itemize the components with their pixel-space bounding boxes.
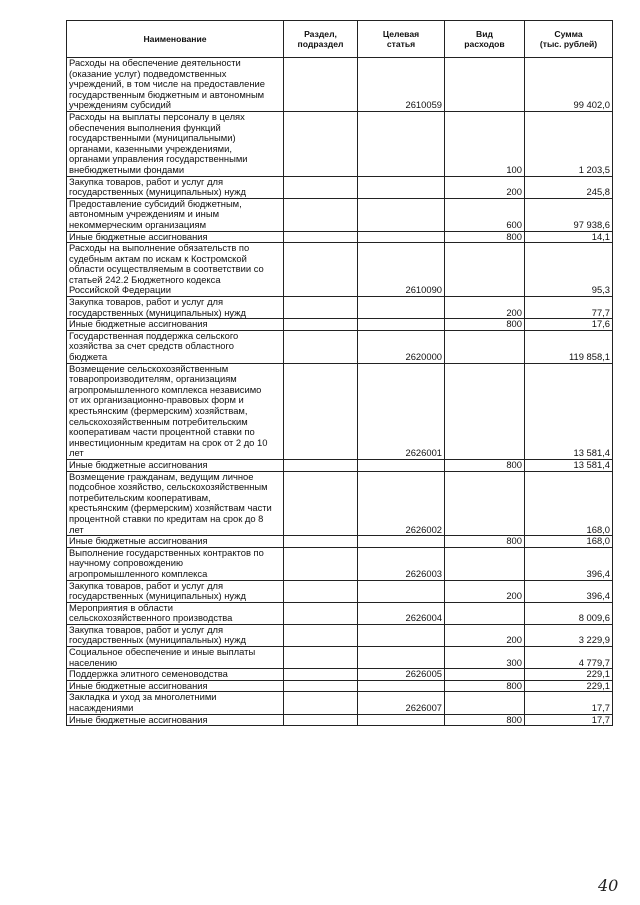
- table-row: [67, 580, 613, 602]
- row-section: [284, 330, 358, 363]
- row-target: [358, 680, 445, 692]
- row-sum: 168,0: [525, 471, 613, 536]
- row-section: [284, 459, 358, 471]
- row-name: Иные бюджетные ассигнования: [67, 714, 284, 726]
- row-name: Закладка и уход за многолетними насаждениями: [67, 692, 284, 714]
- row-sum: 245,8: [525, 176, 613, 198]
- row-name: Поддержка элитного семеноводства: [67, 669, 284, 681]
- row-target: 2626007: [358, 692, 445, 714]
- header-name: Наименование: [67, 21, 284, 58]
- table-row: [67, 319, 613, 331]
- header-row: [67, 21, 613, 58]
- row-target: 2626002: [358, 471, 445, 536]
- row-type: 200: [445, 176, 525, 198]
- row-type: 200: [445, 297, 525, 319]
- table-row: [67, 459, 613, 471]
- row-name: Возмещение сельскохозяйственным товаропроизводителям, организациям агропромышленного комплекса независимо от их организационно-правовых форм и крестьянским (фермерским) хозяйствам, сельскохозяйственным потребительским кооперативам части процентной ставки по инвестиционным кредитам на срок от 2 до 10 лет: [67, 363, 284, 459]
- table-row: [67, 111, 613, 176]
- row-name: Расходы на выполнение обязательств по судебным актам по искам к Костромской области осуществляемым в соответствии со статьей 242.2 Бюджетного кодекса Российской Федерации: [67, 243, 284, 297]
- row-target: [358, 319, 445, 331]
- row-name: Иные бюджетные ассигнования: [67, 319, 284, 331]
- table-row: [67, 58, 613, 112]
- row-type: 200: [445, 580, 525, 602]
- table-row: [67, 669, 613, 681]
- row-section: [284, 547, 358, 580]
- budget-table: [66, 20, 613, 726]
- row-type: [445, 363, 525, 459]
- row-target: [358, 111, 445, 176]
- row-sum: 119 858,1: [525, 330, 613, 363]
- row-sum: 1 203,5: [525, 111, 613, 176]
- table-row: [67, 647, 613, 669]
- page-number: 40: [598, 876, 619, 895]
- row-type: [445, 692, 525, 714]
- row-sum: 95,3: [525, 243, 613, 297]
- row-type: 800: [445, 536, 525, 548]
- row-name: Закупка товаров, работ и услуг для государственных (муниципальных) нужд: [67, 297, 284, 319]
- row-target: [358, 198, 445, 231]
- table-row: [67, 471, 613, 536]
- header-section: Раздел, подраздел: [284, 21, 358, 58]
- row-sum: 99 402,0: [525, 58, 613, 112]
- row-section: [284, 176, 358, 198]
- row-section: [284, 231, 358, 243]
- table-row: [67, 536, 613, 548]
- row-name: Социальное обеспечение и иные выплаты населению: [67, 647, 284, 669]
- row-sum: 229,1: [525, 680, 613, 692]
- row-name: Выполнение государственных контрактов по научному сопровождению агропромышленного комплекса: [67, 547, 284, 580]
- row-name: Иные бюджетные ассигнования: [67, 680, 284, 692]
- row-sum: 17,7: [525, 692, 613, 714]
- row-sum: 168,0: [525, 536, 613, 548]
- row-section: [284, 363, 358, 459]
- row-section: [284, 602, 358, 624]
- row-section: [284, 111, 358, 176]
- row-target: [358, 231, 445, 243]
- row-section: [284, 471, 358, 536]
- row-target: 2626004: [358, 602, 445, 624]
- table-row: [67, 680, 613, 692]
- row-section: [284, 624, 358, 646]
- row-type: [445, 547, 525, 580]
- row-name: Иные бюджетные ассигнования: [67, 459, 284, 471]
- row-type: [445, 330, 525, 363]
- row-target: [358, 624, 445, 646]
- row-name: Мероприятия в области сельскохозяйственного производства: [67, 602, 284, 624]
- row-type: 100: [445, 111, 525, 176]
- header-sum: Сумма (тыс. рублей): [525, 21, 613, 58]
- row-target: [358, 714, 445, 726]
- row-type: 800: [445, 714, 525, 726]
- row-sum: 3 229,9: [525, 624, 613, 646]
- row-target: [358, 297, 445, 319]
- row-name: Расходы на обеспечение деятельности (оказание услуг) подведомственных учреждений, в том числе на предоставление государственным бюджетным и автономным учреждениям субсидий: [67, 58, 284, 112]
- row-section: [284, 243, 358, 297]
- row-target: 2620000: [358, 330, 445, 363]
- row-sum: 396,4: [525, 547, 613, 580]
- row-section: [284, 58, 358, 112]
- row-sum: 17,6: [525, 319, 613, 331]
- table-row: [67, 176, 613, 198]
- row-type: [445, 471, 525, 536]
- table-row: [67, 547, 613, 580]
- row-type: [445, 669, 525, 681]
- row-target: [358, 459, 445, 471]
- row-section: [284, 297, 358, 319]
- row-section: [284, 319, 358, 331]
- row-type: 800: [445, 231, 525, 243]
- row-name: Возмещение гражданам, ведущим личное подсобное хозяйство, сельскохозяйственным потребительским кооперативам, крестьянским (фермерским) хозяйствам части процентной ставки по кредитам на срок до 8 лет: [67, 471, 284, 536]
- row-section: [284, 714, 358, 726]
- table-row: [67, 198, 613, 231]
- row-target: [358, 580, 445, 602]
- row-section: [284, 647, 358, 669]
- row-target: 2610090: [358, 243, 445, 297]
- row-name: Закупка товаров, работ и услуг для государственных (муниципальных) нужд: [67, 624, 284, 646]
- row-target: 2610059: [358, 58, 445, 112]
- table-row: [67, 330, 613, 363]
- row-type: 200: [445, 624, 525, 646]
- row-sum: 229,1: [525, 669, 613, 681]
- row-sum: 77,7: [525, 297, 613, 319]
- row-sum: 4 779,7: [525, 647, 613, 669]
- table-row: [67, 363, 613, 459]
- table-row: [67, 624, 613, 646]
- row-section: [284, 198, 358, 231]
- row-section: [284, 536, 358, 548]
- row-type: [445, 58, 525, 112]
- row-name: Государственная поддержка сельского хозяйства за счет средств областного бюджета: [67, 330, 284, 363]
- row-sum: 14,1: [525, 231, 613, 243]
- row-name: Расходы на выплаты персоналу в целях обеспечения выполнения функций государственными (муниципальными) органами, казенными учреждениями, органами управления государственными внебюджетными фондами: [67, 111, 284, 176]
- row-type: 800: [445, 680, 525, 692]
- row-name: Иные бюджетные ассигнования: [67, 536, 284, 548]
- row-section: [284, 669, 358, 681]
- header-type: Вид расходов: [445, 21, 525, 58]
- table-row: [67, 297, 613, 319]
- row-section: [284, 580, 358, 602]
- row-sum: 13 581,4: [525, 363, 613, 459]
- row-sum: 17,7: [525, 714, 613, 726]
- row-name: Закупка товаров, работ и услуг для государственных (муниципальных) нужд: [67, 580, 284, 602]
- row-type: 600: [445, 198, 525, 231]
- row-target: 2626001: [358, 363, 445, 459]
- table-row: [67, 602, 613, 624]
- row-type: [445, 243, 525, 297]
- table-row: [67, 714, 613, 726]
- table-row: [67, 243, 613, 297]
- row-sum: 8 009,6: [525, 602, 613, 624]
- row-name: Иные бюджетные ассигнования: [67, 231, 284, 243]
- row-target: [358, 176, 445, 198]
- table-row: [67, 692, 613, 714]
- row-name: Предоставление субсидий бюджетным, автономным учреждениям и иным некоммерческим организациям: [67, 198, 284, 231]
- row-section: [284, 680, 358, 692]
- row-sum: 396,4: [525, 580, 613, 602]
- row-sum: 97 938,6: [525, 198, 613, 231]
- row-type: 300: [445, 647, 525, 669]
- row-type: 800: [445, 459, 525, 471]
- row-type: 800: [445, 319, 525, 331]
- header-target: Целевая статья: [358, 21, 445, 58]
- row-target: 2626005: [358, 669, 445, 681]
- row-section: [284, 692, 358, 714]
- row-name: Закупка товаров, работ и услуг для государственных (муниципальных) нужд: [67, 176, 284, 198]
- row-type: [445, 602, 525, 624]
- row-sum: 13 581,4: [525, 459, 613, 471]
- row-target: 2626003: [358, 547, 445, 580]
- table-row: [67, 231, 613, 243]
- row-target: [358, 536, 445, 548]
- row-target: [358, 647, 445, 669]
